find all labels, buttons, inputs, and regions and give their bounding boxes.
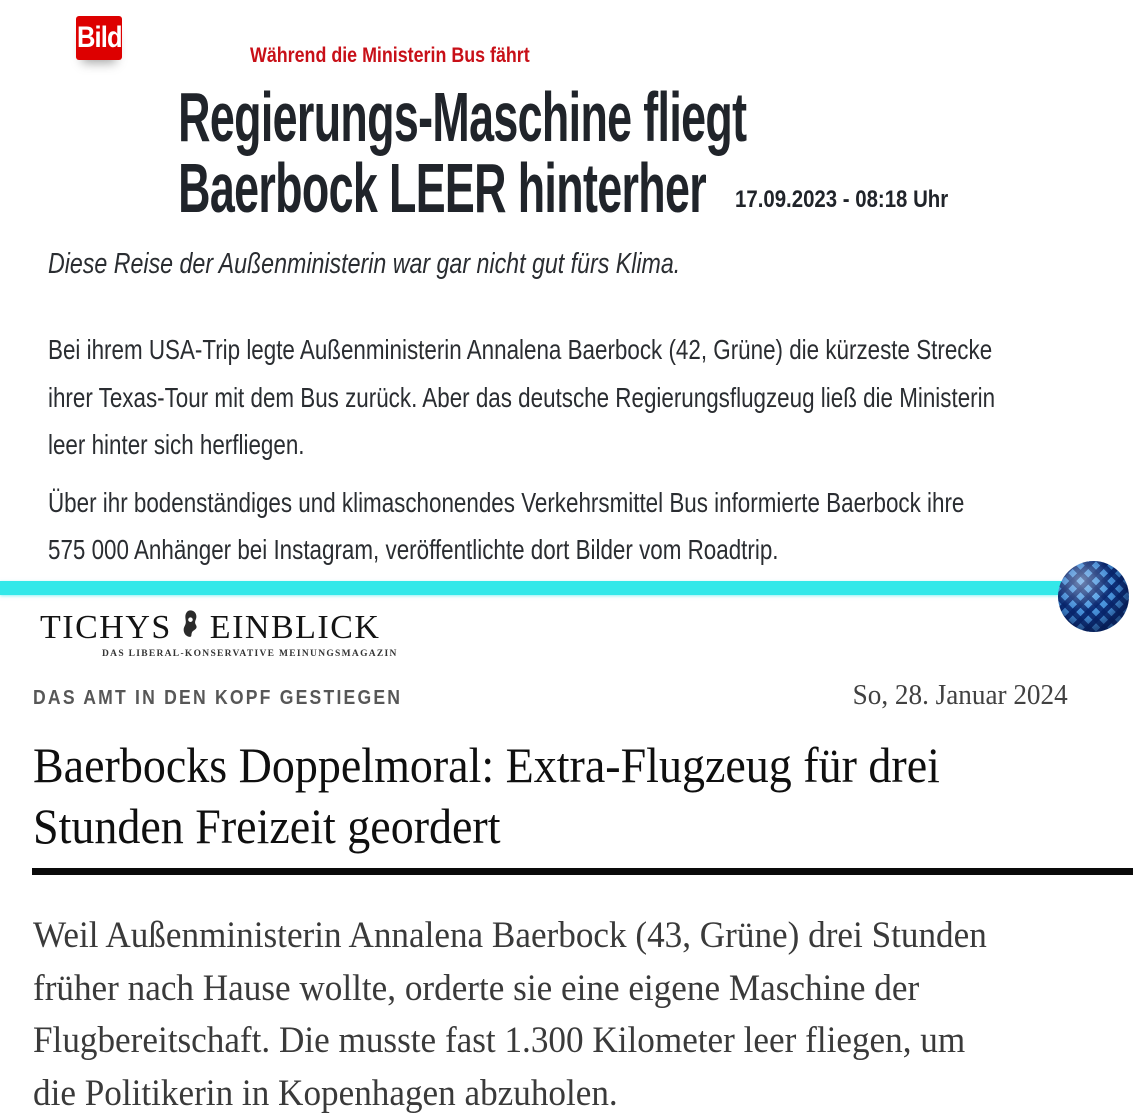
cyan-divider	[0, 581, 1062, 595]
bild-logo-text: Bild	[76, 21, 122, 54]
bild-headline-line2: Baerbock LEER hinterher	[178, 149, 707, 227]
body-line: früher nach Hause wollte, orderte sie eine eigene Maschine der	[33, 967, 920, 1009]
tichys-logo-text-left: TICHYS	[40, 609, 172, 646]
body-line: ihrer Texas-Tour mit dem Bus zurück. Aber das deutsche Regierungsflugzeug ließ die Ministerin	[48, 381, 996, 413]
tichys-headline-line1: Baerbocks Doppelmoral: Extra-Flugzeug für drei	[33, 737, 940, 793]
body-line: leer hinter sich herfliegen.	[48, 429, 305, 460]
woven-globe-icon	[1058, 561, 1129, 632]
bild-logo[interactable]	[76, 16, 122, 60]
tichys-headline	[33, 735, 1019, 857]
tichys-kicker: DAS AMT IN DEN KOPF GESTIEGEN	[33, 687, 403, 709]
body-line: Flugbereitschaft. Die musste fast 1.300 Kilometer leer fliegen, um	[33, 1020, 966, 1061]
body-line: Weil Außenministerin Annalena Baerbock (43, Grüne) drei Stunden	[33, 915, 987, 956]
headline-rule	[32, 868, 1133, 875]
tichys-logo-tagline: DAS LIBERAL-KONSERVATIVE MEINUNGSMAGAZIN	[102, 649, 398, 659]
body-line: 575 000 Anhänger bei Instagram, veröffentlichte dort Bilder vom Roadtrip.	[48, 534, 779, 565]
body-line: Bei ihrem USA-Trip legte Außenministerin Annalena Baerbock (42, Grüne) die kürzeste Strecke	[48, 334, 993, 365]
body-line: die Politikerin in Kopenhagen abzuholen.	[33, 1072, 618, 1114]
tichys-article-body	[33, 910, 1037, 1115]
tichys-headline-line2: Stunden Freizeit geordert	[33, 798, 501, 854]
classical-head-icon	[180, 609, 202, 647]
bild-kicker: Während die Ministerin Bus fährt	[250, 44, 530, 67]
tichys-einblick-logo[interactable]	[40, 609, 380, 647]
body-line: Über ihr bodenständiges und klimaschonendes Verkehrsmittel Bus informierte Baerbock ihre	[48, 486, 965, 518]
bild-lead-paragraph: Diese Reise der Außenministerin war gar nicht gut fürs Klima.	[48, 248, 681, 280]
bild-article-body	[48, 326, 1140, 574]
bild-headline-line1: Regierungs-Maschine fliegt	[178, 78, 747, 156]
bild-publish-datetime: 17.09.2023 - 08:18 Uhr	[735, 186, 949, 213]
tichys-logo-text-right: EINBLICK	[209, 609, 381, 646]
tichys-publish-date: So, 28. Januar 2024	[852, 680, 1068, 711]
bild-headline	[62, 78, 747, 227]
